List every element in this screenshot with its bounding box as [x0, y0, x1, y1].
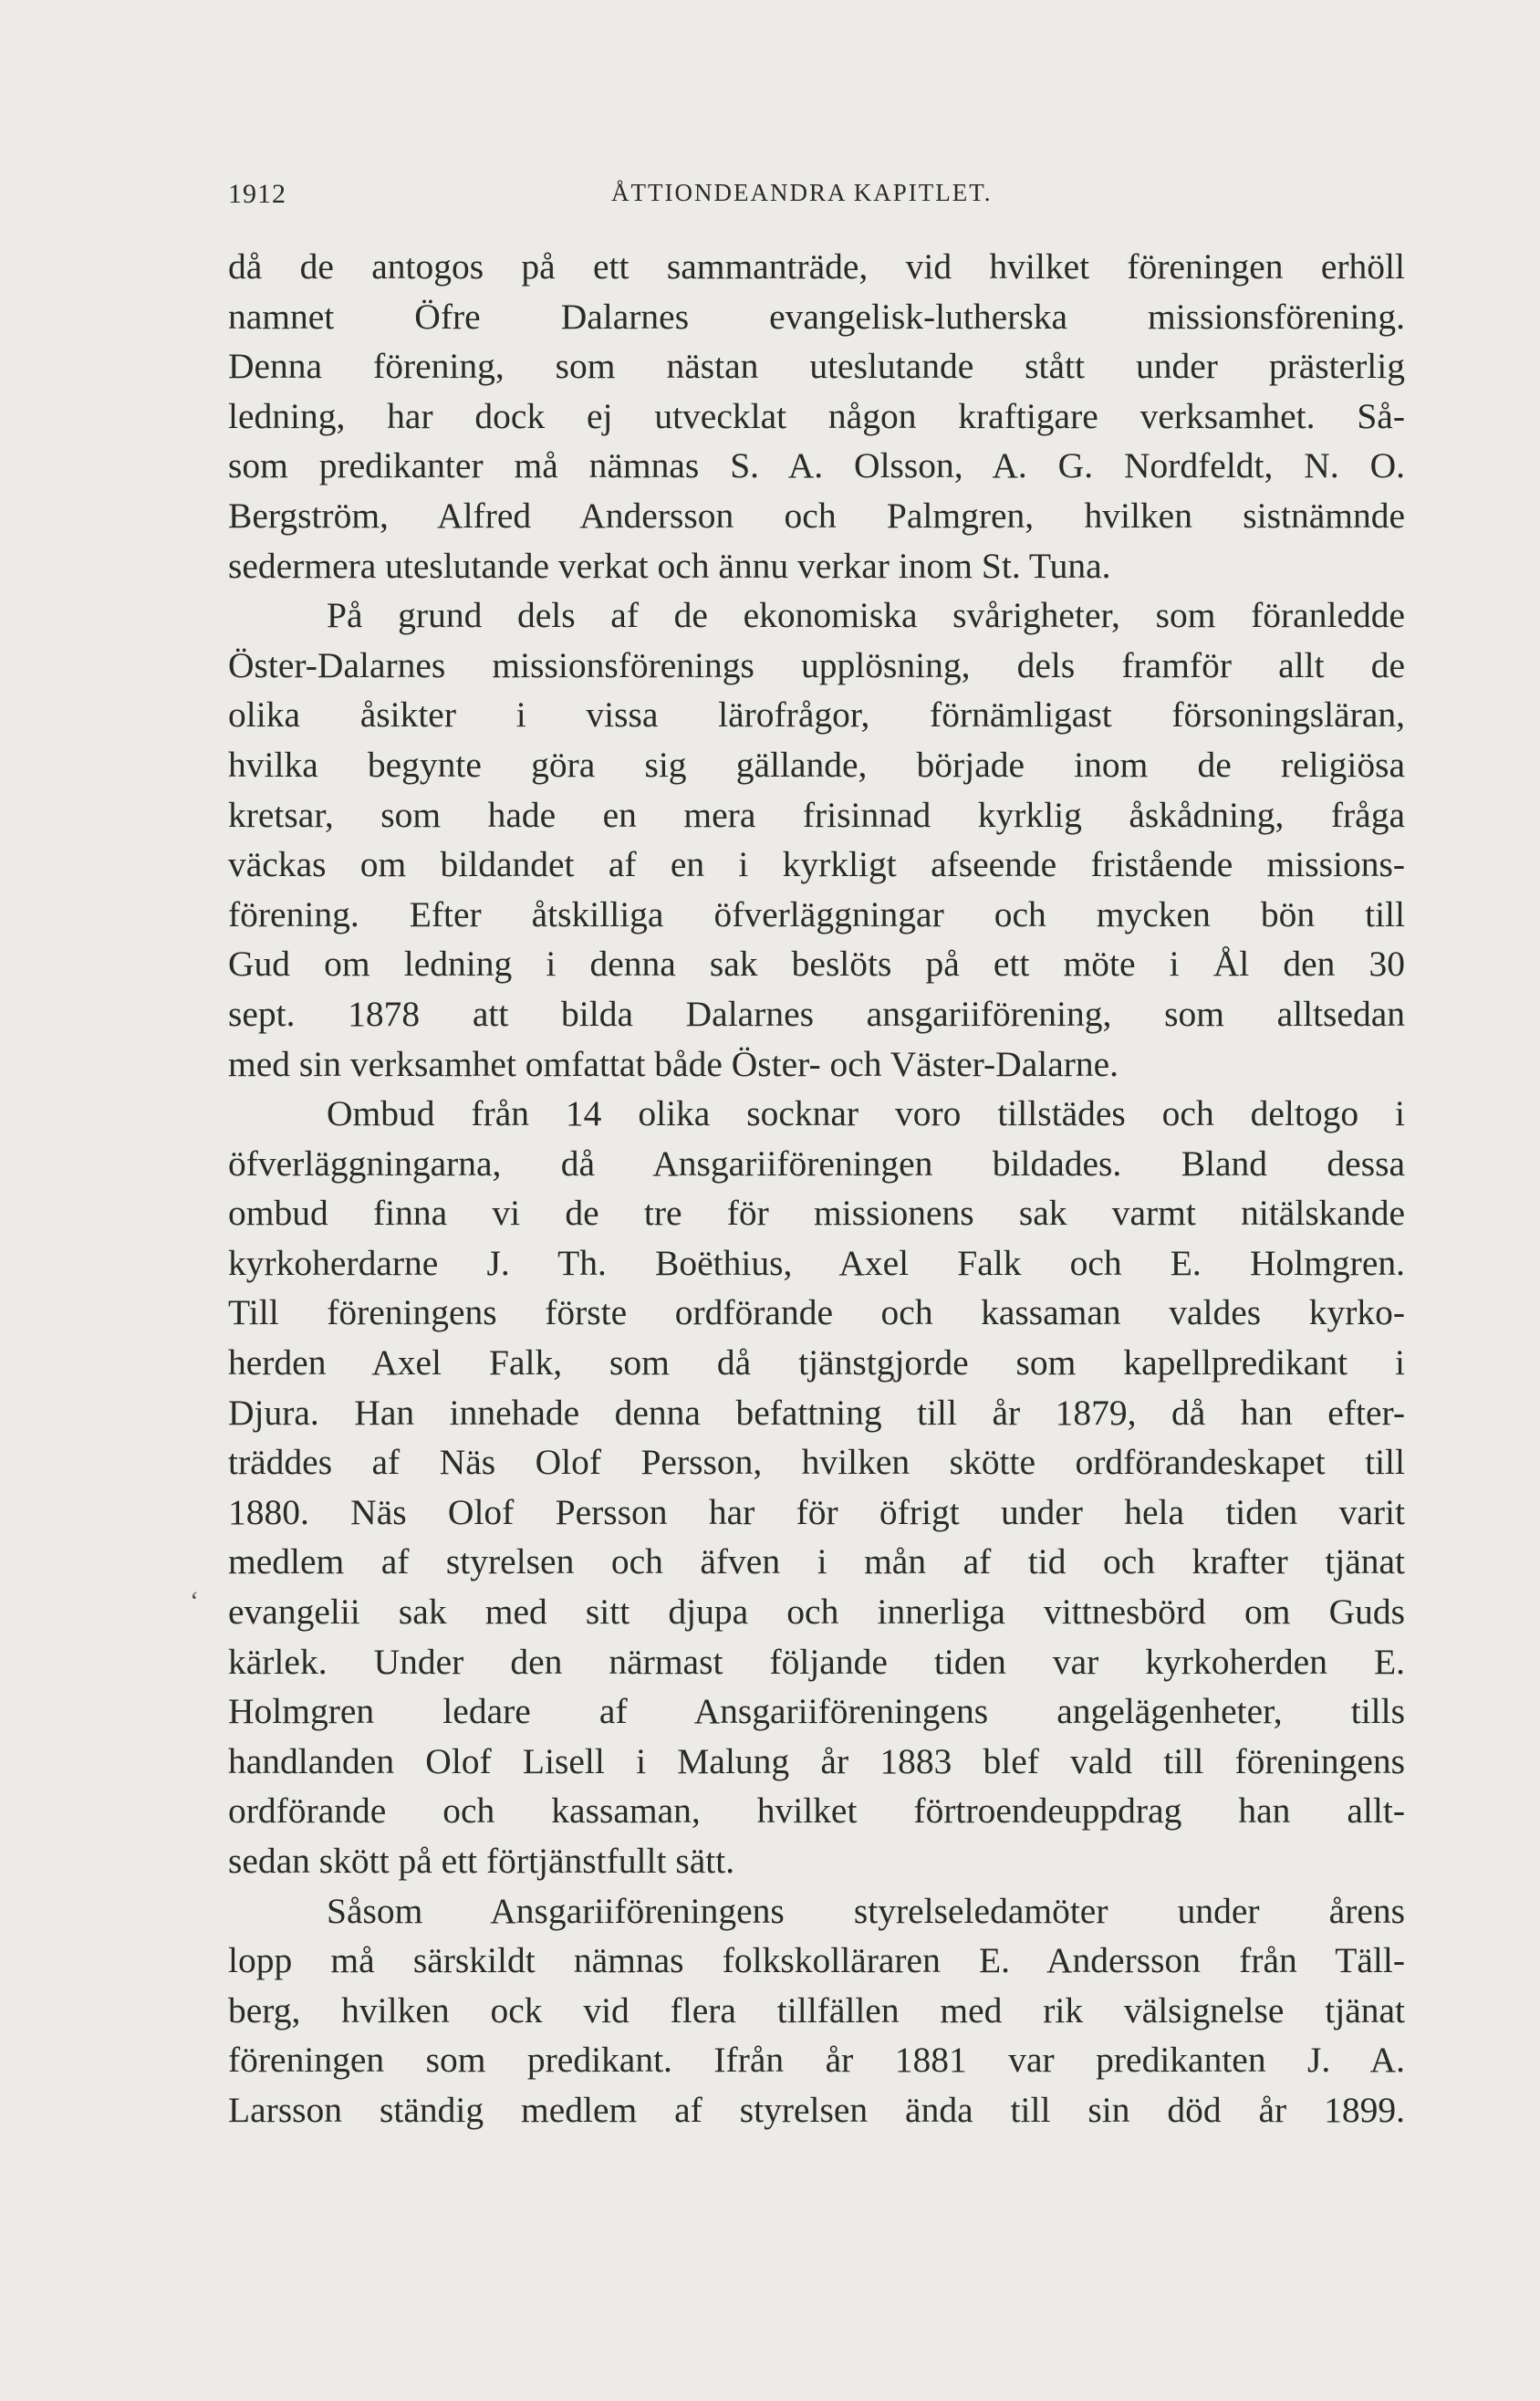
text-line: kretsar, som hade en mera frisinnad kyrklig åskådning, fråga	[228, 794, 1405, 835]
text-line: Djura. Han innehade denna befattning till år 1879, då han efter-	[228, 1392, 1405, 1433]
text-line: träddes af Näs Olof Persson, hvilken skötte ordförandeskapet till	[228, 1442, 1405, 1483]
text-line: Bergström, Alfred Andersson och Palmgren, hvilken sistnämnde	[228, 495, 1405, 536]
text-line: Såsom Ansgariiföreningens styrelseledamöter under årens	[327, 1890, 1405, 1931]
text-line: ledning, har dock ej utvecklat någon kraftigare verksamhet. Så-	[228, 395, 1405, 436]
text-line: Till föreningens förste ordförande och kassaman valdes kyrko-	[228, 1292, 1405, 1333]
text-line: då de antogos på ett sammanträde, vid hvilket föreningen erhöll	[228, 246, 1405, 287]
margin-mark: ‘	[190, 1586, 199, 1616]
text-line: berg, hvilken ock vid flera tillfällen med rik välsignelse tjänat	[228, 1989, 1405, 2030]
text-line: olika åsikter i vissa lärofrågor, förnämligast försoningsläran,	[228, 694, 1405, 736]
text-line: evangelii sak med sitt djupa och innerliga vittnesbörd om Guds	[228, 1592, 1405, 1633]
text-line: Ombud från 14 olika socknar voro tillstädes och deltogo i	[327, 1093, 1405, 1134]
text-line: Gud om ledning i denna sak beslöts på ett möte i Ål den 30	[228, 944, 1405, 985]
page-number: 1912	[228, 179, 286, 209]
body-text	[228, 242, 1405, 2135]
text-line: handlanden Olof Lisell i Malung år 1883 blef vald till föreningens	[228, 1740, 1405, 1781]
text-line: medlem af styrelsen och äfven i mån af tid och krafter tjänat	[228, 1541, 1405, 1582]
text-line: öfverläggningarna, då Ansgariiföreningen bildades. Bland dessa	[228, 1143, 1405, 1184]
text-line: sedan skött på ett förtjänstfullt sätt.	[228, 1841, 735, 1881]
text-line: med sin verksamhet omfattat både Öster- och Väster-Dalarne.	[228, 1043, 1119, 1084]
text-line: hvilka begynte göra sig gällande, började inom de religiösa	[228, 744, 1405, 785]
text-line: föreningen som predikant. Ifrån år 1881 var predikanten J. A.	[228, 2040, 1405, 2081]
text-line: Larsson ständig medlem af styrelsen ända till sin död år 1899.	[228, 2089, 1405, 2130]
text-line: 1880. Näs Olof Persson har för öfrigt under hela tiden varit	[228, 1491, 1405, 1532]
chapter-title: ÅTTIONDEANDRA KAPITLET.	[611, 179, 993, 206]
running-head	[228, 179, 1405, 215]
text-line: kyrkoherdarne J. Th. Boëthius, Axel Falk och E. Holmgren.	[228, 1242, 1405, 1283]
text-line: sept. 1878 att bilda Dalarnes ansgariiförening, som alltsedan	[228, 993, 1405, 1034]
text-line: Holmgren ledare af Ansgariiföreningens angelägenheter, tills	[228, 1691, 1405, 1732]
text-line: Öster-Dalarnes missionsförenings upplösning, dels framför allt de	[228, 644, 1405, 685]
text-line: ombud finna vi de tre för missionens sak varmt nitälskande	[228, 1193, 1405, 1234]
text-line: ordförande och kassaman, hvilket förtroendeuppdrag han allt-	[228, 1790, 1405, 1832]
text-line: som predikanter må nämnas S. A. Olsson, A. G. Nordfeldt, N. O.	[228, 445, 1405, 486]
text-line: sedermera uteslutande verkat och ännu verkar inom St. Tuna.	[228, 545, 1111, 586]
text-line: På grund dels af de ekonomiska svårigheter, som föranledde	[327, 595, 1405, 636]
text-line: väckas om bildandet af en i kyrkligt afseende fristående missions-	[228, 844, 1405, 885]
text-line: herden Axel Falk, som då tjänstgjorde som kapellpredikant i	[228, 1342, 1405, 1383]
text-line: lopp må särskildt nämnas folkskolläraren E. Andersson från Täll-	[228, 1940, 1405, 1981]
text-line: namnet Öfre Dalarnes evangelisk-lutherska missionsförening.	[228, 296, 1405, 337]
text-line: kärlek. Under den närmast följande tiden var kyrkoherden E.	[228, 1641, 1405, 1682]
text-line: förening. Efter åtskilliga öfverläggningar och mycken bön till	[228, 893, 1405, 934]
text-line: Denna förening, som nästan uteslutande stått under prästerlig	[228, 346, 1405, 387]
